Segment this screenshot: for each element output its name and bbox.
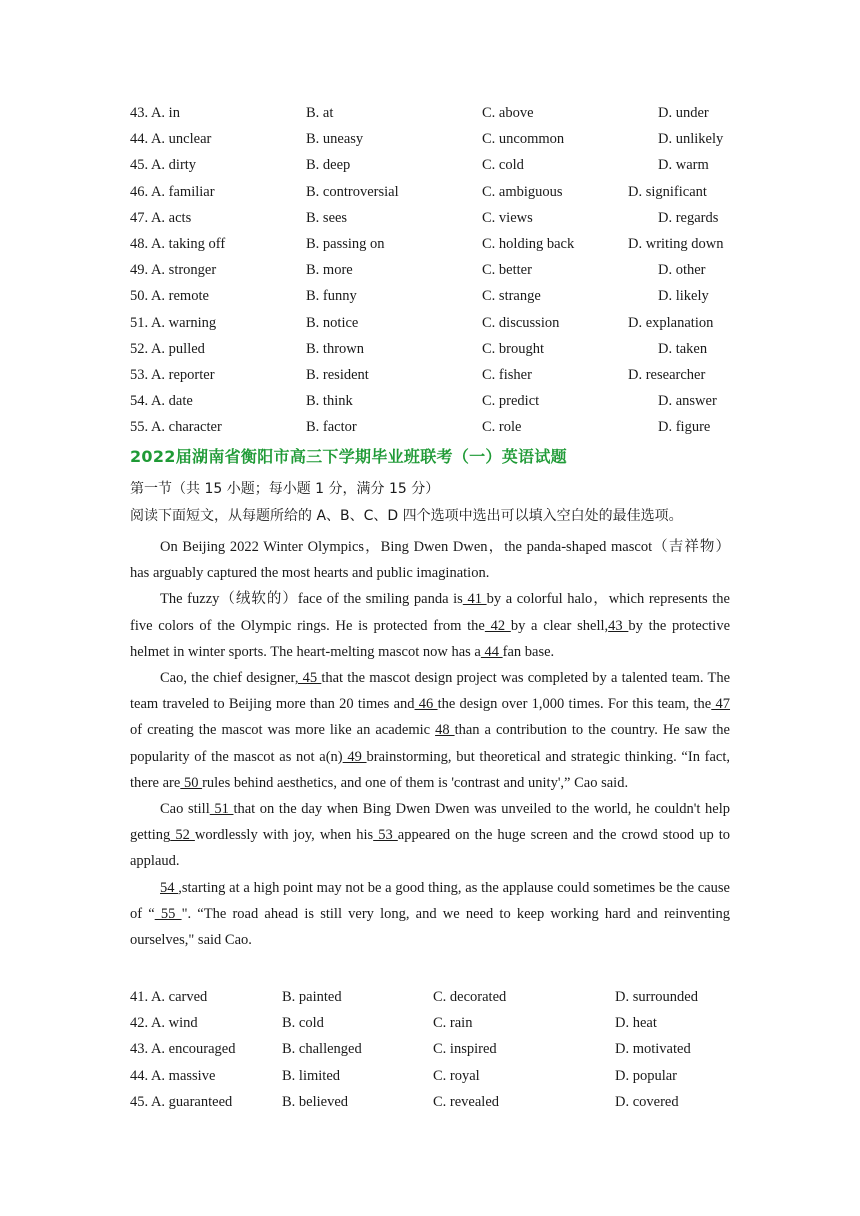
passage-paragraph (130, 875, 730, 954)
option-d: D. other (658, 262, 706, 279)
passage-text: than a contribution to the country. He saw the popularity of the mascot as not a(n) (130, 722, 730, 765)
option-row (130, 1036, 730, 1062)
blank-52: 52 (170, 827, 195, 844)
options-table-top (130, 100, 730, 440)
option-d: D. motivated (615, 1041, 691, 1058)
option-c: C. uncommon (482, 131, 565, 148)
option-b: B. funny (306, 288, 357, 305)
option-b: B. limited (282, 1067, 340, 1084)
option-c: C. predict (482, 393, 540, 410)
option-c: C. strange (482, 288, 541, 305)
passage-text: wordlessly with joy, when his (194, 827, 374, 844)
blank-43: 43 (608, 617, 629, 634)
blank-45: , 45 (294, 670, 322, 687)
option-b: B. passing on (306, 235, 385, 252)
option-c: C. inspired (433, 1041, 497, 1058)
option-c: C. role (482, 419, 522, 436)
option-a: 53. A. reporter (130, 366, 215, 383)
passage-text: The fuzzy（绒软的）face of the smiling panda is (160, 591, 463, 608)
option-d: D. figure (658, 419, 711, 436)
option-a: 45. A. guaranteed (130, 1093, 233, 1110)
option-row (130, 205, 730, 231)
option-c: C. holding back (482, 235, 575, 252)
option-d: D. unlikely (658, 131, 724, 148)
option-b: B. resident (306, 366, 369, 383)
option-c: C. above (482, 105, 534, 121)
option-row (130, 984, 730, 1010)
option-b: B. think (306, 393, 353, 410)
option-row (130, 362, 730, 388)
option-row (130, 126, 730, 152)
passage-text: by a colorful halo，which represents the five colors of the Olympic rings. He is protected from the (130, 591, 730, 634)
option-a: 49. A. stronger (130, 262, 217, 279)
option-a: 45. A. dirty (130, 157, 197, 174)
option-a: 52. A. pulled (130, 340, 205, 357)
options-table-bottom (130, 984, 730, 1115)
passage-text: the design over 1,000 times. For this team, the (437, 696, 712, 713)
option-a: 51. A. warning (130, 314, 217, 331)
section-label: 第一节（共 15 小题；每小题 1 分，满分 15 分） (130, 481, 440, 497)
passage-text: by a clear shell, (510, 617, 609, 634)
passage-text: Cao, the chief designer (160, 670, 295, 687)
option-c: C. fisher (482, 366, 532, 383)
option-b: B. challenged (282, 1041, 362, 1058)
passage-text: appeared on the huge screen and the crowd stood up to applaud. (130, 827, 731, 870)
option-c: C. brought (482, 340, 545, 357)
option-b: B. believed (282, 1093, 349, 1110)
passage-text: On Beijing 2022 Winter Olympics，Bing Dwen Dwen，the panda-shaped mascot（吉祥物）has arguably captured the most hearts and public imagination. (130, 539, 730, 582)
passage-text: by the protective helmet in winter sports. The heart-melting mascot now has a (130, 617, 731, 660)
option-d: D. answer (658, 393, 717, 410)
option-c: C. rain (433, 1015, 473, 1032)
option-a: 47. A. acts (130, 209, 192, 226)
blank-42: 42 (484, 617, 511, 634)
option-c: C. better (482, 262, 532, 279)
option-c: C. views (482, 209, 533, 226)
option-b: B. at (306, 105, 334, 121)
option-row (130, 231, 730, 257)
option-d: D. warm (658, 157, 709, 174)
option-b: B. painted (282, 989, 342, 1005)
passage-text: ". “The road ahead is still very long, and we need to keep working hard and reinventing ourselves," said Cao. (130, 905, 731, 949)
option-d: D. covered (615, 1093, 679, 1110)
option-d: D. writing down (628, 235, 724, 252)
option-b: B. thrown (306, 340, 364, 357)
passage-text: fan base. (502, 643, 555, 660)
option-a: 43. A. in (130, 105, 180, 121)
option-d: D. popular (615, 1067, 678, 1084)
option-a: 44. A. unclear (130, 131, 212, 148)
option-a: 42. A. wind (130, 1015, 198, 1032)
blank-46: 46 (414, 696, 438, 713)
blank-51: 51 (209, 801, 234, 818)
option-a: 54. A. date (130, 393, 193, 410)
option-c: C. ambiguous (482, 183, 563, 200)
blank-48: 48 (435, 722, 455, 739)
option-c: C. cold (482, 157, 524, 174)
option-row (130, 257, 730, 283)
passage-text: rules behind aesthetics, and one of them is 'contrast and unity',” Cao said. (202, 774, 629, 791)
option-c: C. discussion (482, 314, 560, 331)
option-d: D. significant (628, 183, 707, 200)
reading-passage (130, 534, 730, 953)
passage-text: ,starting at a high point may not be a good thing, as the applause could sometimes be the cause of “ (130, 879, 730, 922)
option-d: D. heat (615, 1015, 657, 1032)
option-row (130, 1010, 730, 1036)
option-row (130, 1089, 730, 1115)
blank-54: 54 (160, 879, 179, 896)
option-d: D. explanation (628, 314, 714, 331)
passage-paragraph (130, 534, 730, 586)
blank-53: 53 (373, 827, 398, 844)
blank-47: 47 (711, 696, 731, 713)
option-b: B. deep (306, 157, 351, 174)
passage-paragraph (130, 796, 730, 875)
option-a: 43. A. encouraged (130, 1041, 236, 1058)
instruction-text: 阅读下面短文，从每题所给的 A、B、C、D 四个选项中选出可以填入空白处的最佳选项。 (130, 508, 683, 524)
option-a: 41. A. carved (130, 989, 208, 1005)
passage-paragraph (130, 665, 730, 796)
option-d: D. regards (658, 209, 719, 226)
option-d: D. surrounded (615, 989, 698, 1005)
blank-50: 50 (180, 774, 203, 791)
blank-44: 44 (480, 643, 503, 660)
option-row (130, 1063, 730, 1089)
option-b: B. more (306, 262, 353, 279)
passage-text: that the mascot design project was completed by a talented team. The team traveled to Beijing more than 20 times and (130, 670, 731, 713)
option-b: B. uneasy (306, 131, 364, 148)
option-d: D. under (658, 105, 709, 121)
option-row (130, 179, 730, 205)
passage-text: Cao still (160, 801, 210, 818)
option-row (130, 100, 730, 126)
blank-49: 49 (342, 748, 367, 765)
passage-text: of creating the mascot was more like an academic (130, 722, 436, 739)
option-row (130, 388, 730, 414)
passage-paragraph (130, 586, 730, 665)
blank-55: 55 (154, 905, 182, 922)
option-a: 44. A. massive (130, 1067, 216, 1084)
option-row (130, 336, 730, 362)
option-row (130, 310, 730, 336)
option-a: 50. A. remote (130, 288, 209, 305)
option-c: C. royal (433, 1067, 480, 1084)
option-a: 48. A. taking off (130, 235, 226, 252)
option-b: B. cold (282, 1015, 324, 1032)
option-d: D. researcher (628, 366, 706, 383)
option-c: C. decorated (433, 989, 507, 1005)
option-a: 46. A. familiar (130, 183, 215, 200)
option-row (130, 414, 730, 440)
option-d: D. likely (658, 288, 709, 305)
option-b: B. notice (306, 314, 359, 331)
option-a: 55. A. character (130, 419, 222, 436)
exam-heading: 2022届湖南省衡阳市高三下学期毕业班联考（一）英语试题 (130, 447, 567, 466)
option-row (130, 283, 730, 309)
option-b: B. controversial (306, 183, 399, 200)
option-row (130, 152, 730, 178)
blank-41: 41 (462, 591, 487, 608)
option-b: B. sees (306, 209, 348, 226)
option-d: D. taken (658, 340, 708, 357)
option-c: C. revealed (433, 1093, 500, 1110)
passage-text: brainstorming, but theoretical and strategic thinking. “In fact, there are (130, 748, 731, 791)
passage-text: that on the day when Bing Dwen Dwen was unveiled to the world, he couldn't help getting (130, 801, 730, 844)
option-b: B. factor (306, 419, 357, 436)
